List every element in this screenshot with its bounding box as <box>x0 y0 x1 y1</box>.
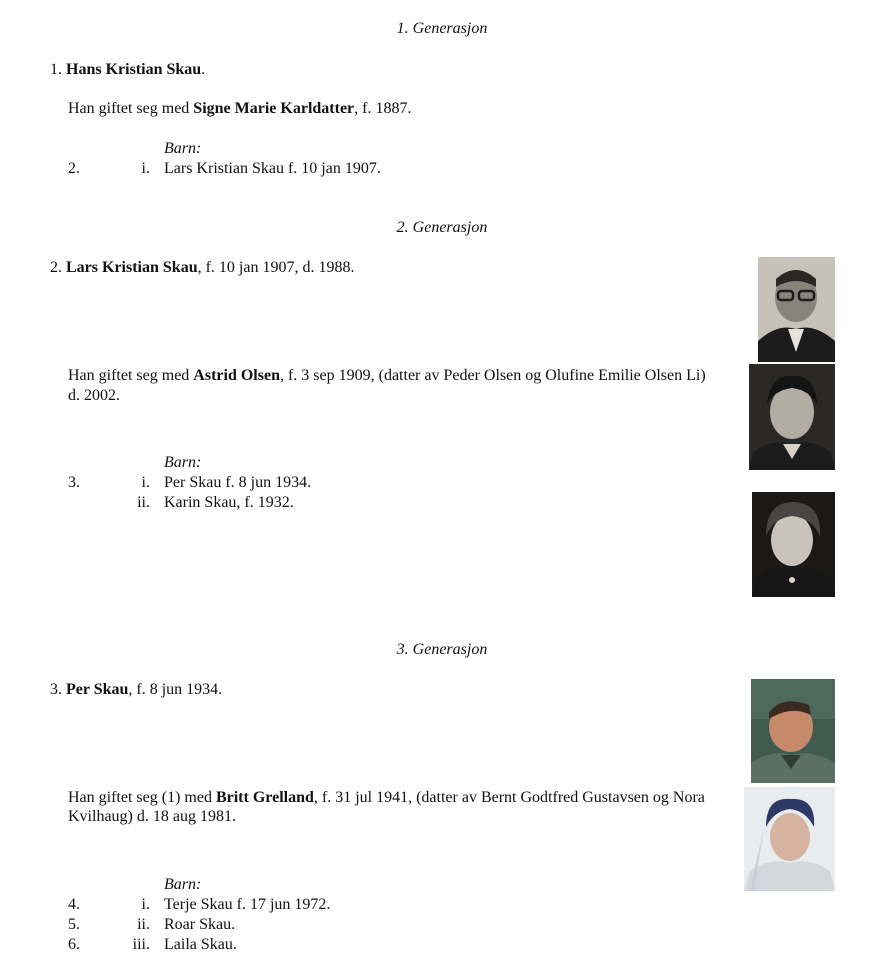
child-entry: Roar Skau. <box>164 916 236 933</box>
person-number: 2. <box>50 259 62 276</box>
child-ref-number: 4. <box>68 896 80 913</box>
person-entry-3 <box>50 681 222 699</box>
marriage-prefix: Han giftet seg med <box>68 367 194 384</box>
generation-heading-1: 1. Generasjon <box>396 20 488 37</box>
child-ref-number: 2. <box>68 160 80 177</box>
child-entry: Lars Kristian Skau f. 10 jan 1907. <box>164 160 381 177</box>
child-roman-index: i. <box>141 896 150 913</box>
person-entry-1 <box>50 61 205 79</box>
person-name: Per Skau <box>66 681 129 698</box>
person-number: 1. <box>50 61 62 78</box>
child-entry: Laila Skau. <box>164 936 237 953</box>
portrait-photo-astrid <box>749 364 835 470</box>
child-entry: Per Skau f. 8 jun 1934. <box>164 474 312 491</box>
child-ref-number: 5. <box>68 916 80 933</box>
child-ref-number: 6. <box>68 936 80 953</box>
portrait-photo-britt <box>744 787 835 891</box>
marriage-details: , f. 1887. <box>354 100 412 117</box>
child-roman-index: i. <box>141 474 150 491</box>
person-details: , f. 8 jun 1934. <box>128 681 223 698</box>
child-roman-index: iii. <box>132 936 150 953</box>
person-details: , f. 10 jan 1907, d. 1988. <box>197 259 355 276</box>
person-name: Hans Kristian Skau <box>66 61 202 78</box>
spouse-name: Signe Marie Karldatter <box>193 100 355 117</box>
marriage-line-3 <box>68 789 705 807</box>
person-name: Lars Kristian Skau <box>66 259 198 276</box>
person-number: 3. <box>50 681 62 698</box>
child-ref-number: 3. <box>68 474 80 491</box>
person-details: . <box>201 61 206 78</box>
children-label-1: Barn: <box>164 140 202 157</box>
child-roman-index: i. <box>141 160 150 177</box>
child-roman-index: ii. <box>137 916 150 933</box>
marriage-prefix: Han giftet seg (1) med <box>68 789 216 806</box>
marriage-details: , f. 31 jul 1941, (datter av Bernt Godtfred Gustavsen og Nora <box>313 789 705 806</box>
marriage-details: , f. 3 sep 1909, (datter av Peder Olsen og Olufine Emilie Olsen Li) <box>279 367 706 384</box>
portrait-photo-karin <box>752 492 835 597</box>
marriage-line-2-cont: d. 2002. <box>68 387 120 404</box>
children-label-2: Barn: <box>164 454 202 471</box>
marriage-line-1 <box>68 100 411 118</box>
child-roman-index: ii. <box>137 494 150 511</box>
marriage-line-3-cont: Kvilhaug) d. 18 aug 1981. <box>68 808 236 825</box>
child-entry: Terje Skau f. 17 jun 1972. <box>164 896 331 913</box>
marriage-prefix: Han giftet seg med <box>68 100 194 117</box>
children-label-3: Barn: <box>164 876 202 893</box>
portrait-photo-per <box>751 679 835 783</box>
spouse-name: Britt Grelland <box>215 789 314 806</box>
marriage-line-2 <box>68 367 706 385</box>
generation-heading-3: 3. Generasjon <box>396 641 488 658</box>
portrait-photo-lars <box>758 257 835 362</box>
generation-heading-2: 2. Generasjon <box>396 219 488 236</box>
spouse-name: Astrid Olsen <box>193 367 280 384</box>
child-entry: Karin Skau, f. 1932. <box>164 494 294 511</box>
person-entry-2 <box>50 259 354 277</box>
